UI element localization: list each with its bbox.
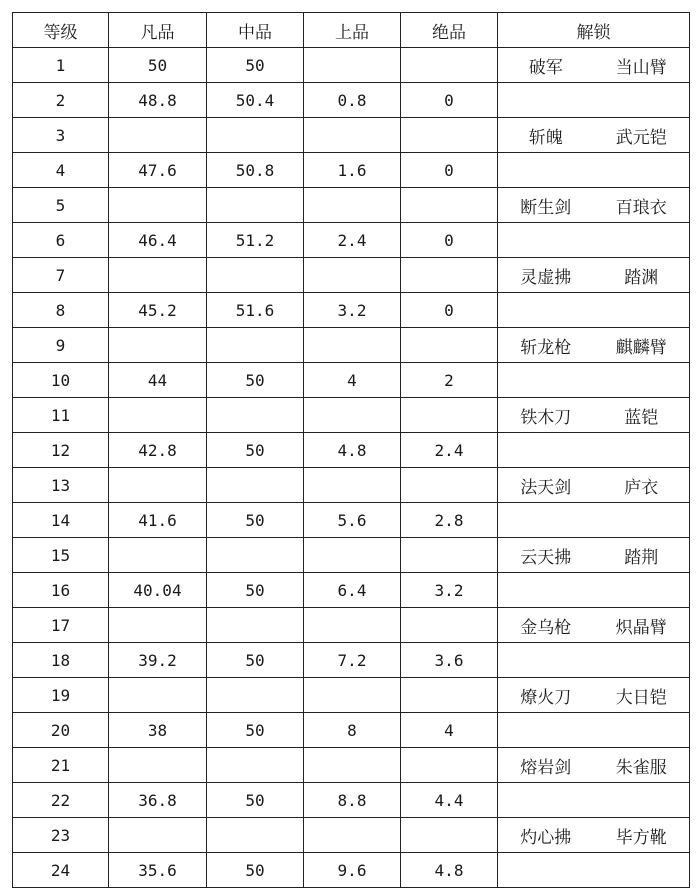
cell-common: 40.04: [109, 573, 207, 608]
cell-supreme: 3.6: [401, 643, 498, 678]
cell-unlock-a: [498, 643, 594, 678]
cell-unlock-a: [498, 223, 594, 258]
table-row: [13, 223, 690, 258]
cell-level: 5: [13, 188, 109, 223]
cell-unlock-a: 云天拂: [498, 538, 594, 573]
cell-unlock-a: [498, 363, 594, 398]
cell-common: 46.4: [109, 223, 207, 258]
cell-high: 6.4: [304, 573, 401, 608]
cell-high: [304, 188, 401, 223]
cell-high: 1.6: [304, 153, 401, 188]
cell-high: [304, 748, 401, 783]
cell-mid: 50: [207, 573, 304, 608]
cell-unlock-a: 断生剑: [498, 188, 594, 223]
cell-unlock-b: [594, 503, 690, 538]
cell-level: 24: [13, 853, 109, 888]
cell-mid: [207, 818, 304, 853]
table-row: [13, 363, 690, 398]
cell-supreme: 4: [401, 713, 498, 748]
cell-high: 3.2: [304, 293, 401, 328]
cell-common: 38: [109, 713, 207, 748]
cell-unlock-a: 熔岩剑: [498, 748, 594, 783]
header-high: 上品: [304, 13, 401, 48]
cell-unlock-b: 百琅衣: [594, 188, 690, 223]
cell-supreme: [401, 398, 498, 433]
table-row: [13, 48, 690, 83]
cell-high: [304, 258, 401, 293]
cell-common: [109, 468, 207, 503]
cell-common: [109, 748, 207, 783]
table-row: [13, 398, 690, 433]
cell-mid: 50: [207, 783, 304, 818]
cell-unlock-b: [594, 433, 690, 468]
cell-supreme: [401, 328, 498, 363]
cell-unlock-a: 灼心拂: [498, 818, 594, 853]
cell-supreme: [401, 188, 498, 223]
cell-unlock-a: [498, 783, 594, 818]
cell-common: 39.2: [109, 643, 207, 678]
cell-high: [304, 818, 401, 853]
table-row: [13, 573, 690, 608]
cell-high: 8.8: [304, 783, 401, 818]
cell-high: 4.8: [304, 433, 401, 468]
cell-unlock-b: [594, 573, 690, 608]
table-row: [13, 608, 690, 643]
table-row: [13, 118, 690, 153]
cell-mid: 50: [207, 643, 304, 678]
cell-mid: [207, 538, 304, 573]
cell-high: 5.6: [304, 503, 401, 538]
cell-common: [109, 678, 207, 713]
cell-level: 4: [13, 153, 109, 188]
cell-unlock-b: 庐衣: [594, 468, 690, 503]
header-common: 凡品: [109, 13, 207, 48]
cell-unlock-b: [594, 363, 690, 398]
cell-mid: 50: [207, 363, 304, 398]
cell-unlock-a: 法天剑: [498, 468, 594, 503]
cell-common: 42.8: [109, 433, 207, 468]
cell-high: 0.8: [304, 83, 401, 118]
cell-unlock-b: 踏渊: [594, 258, 690, 293]
cell-unlock-a: [498, 713, 594, 748]
cell-unlock-a: [498, 83, 594, 118]
table-row: [13, 188, 690, 223]
cell-common: [109, 188, 207, 223]
cell-mid: 50: [207, 433, 304, 468]
cell-supreme: 0: [401, 153, 498, 188]
cell-supreme: 0: [401, 223, 498, 258]
cell-unlock-a: 金乌枪: [498, 608, 594, 643]
cell-mid: [207, 678, 304, 713]
cell-high: [304, 398, 401, 433]
cell-unlock-b: [594, 783, 690, 818]
cell-high: [304, 678, 401, 713]
cell-supreme: 4.4: [401, 783, 498, 818]
cell-level: 7: [13, 258, 109, 293]
cell-mid: [207, 118, 304, 153]
table-row: [13, 433, 690, 468]
cell-high: [304, 328, 401, 363]
cell-supreme: [401, 678, 498, 713]
level-table: [12, 12, 690, 888]
cell-supreme: [401, 818, 498, 853]
cell-high: [304, 538, 401, 573]
cell-level: 12: [13, 433, 109, 468]
cell-high: 9.6: [304, 853, 401, 888]
cell-level: 22: [13, 783, 109, 818]
cell-unlock-b: [594, 153, 690, 188]
cell-supreme: 2.4: [401, 433, 498, 468]
cell-mid: 50: [207, 713, 304, 748]
cell-unlock-a: 斩魄: [498, 118, 594, 153]
table-row: [13, 538, 690, 573]
cell-level: 1: [13, 48, 109, 83]
cell-unlock-a: [498, 573, 594, 608]
table-row: [13, 643, 690, 678]
cell-high: [304, 468, 401, 503]
cell-level: 6: [13, 223, 109, 258]
table-row: [13, 678, 690, 713]
cell-common: [109, 258, 207, 293]
cell-level: 10: [13, 363, 109, 398]
cell-unlock-a: 斩龙枪: [498, 328, 594, 363]
cell-unlock-a: 破军: [498, 48, 594, 83]
cell-unlock-b: 炽晶臂: [594, 608, 690, 643]
cell-supreme: 0: [401, 83, 498, 118]
cell-level: 19: [13, 678, 109, 713]
cell-high: [304, 48, 401, 83]
cell-unlock-a: [498, 433, 594, 468]
cell-supreme: [401, 748, 498, 783]
cell-unlock-b: [594, 713, 690, 748]
table-row: [13, 748, 690, 783]
cell-mid: [207, 258, 304, 293]
cell-unlock-b: 当山臂: [594, 48, 690, 83]
cell-common: [109, 608, 207, 643]
cell-common: [109, 818, 207, 853]
cell-level: 9: [13, 328, 109, 363]
cell-mid: [207, 608, 304, 643]
cell-unlock-b: 武元铠: [594, 118, 690, 153]
cell-mid: 51.6: [207, 293, 304, 328]
cell-mid: 50: [207, 853, 304, 888]
cell-level: 21: [13, 748, 109, 783]
cell-level: 15: [13, 538, 109, 573]
cell-unlock-b: [594, 853, 690, 888]
cell-level: 13: [13, 468, 109, 503]
cell-high: 4: [304, 363, 401, 398]
cell-unlock-a: [498, 153, 594, 188]
cell-common: [109, 398, 207, 433]
cell-level: 3: [13, 118, 109, 153]
header-supreme: 绝品: [401, 13, 498, 48]
cell-supreme: 4.8: [401, 853, 498, 888]
cell-supreme: 2: [401, 363, 498, 398]
cell-common: 44: [109, 363, 207, 398]
cell-mid: [207, 748, 304, 783]
cell-common: 35.6: [109, 853, 207, 888]
cell-unlock-b: 蓝铠: [594, 398, 690, 433]
cell-level: 17: [13, 608, 109, 643]
cell-supreme: [401, 118, 498, 153]
cell-mid: [207, 328, 304, 363]
cell-unlock-b: 大日铠: [594, 678, 690, 713]
cell-level: 20: [13, 713, 109, 748]
cell-supreme: 3.2: [401, 573, 498, 608]
cell-common: 36.8: [109, 783, 207, 818]
cell-unlock-b: [594, 223, 690, 258]
cell-unlock-b: [594, 643, 690, 678]
cell-supreme: [401, 468, 498, 503]
cell-unlock-a: [498, 853, 594, 888]
table-row: [13, 853, 690, 888]
cell-supreme: 2.8: [401, 503, 498, 538]
cell-mid: 51.2: [207, 223, 304, 258]
cell-high: 2.4: [304, 223, 401, 258]
cell-mid: 50.8: [207, 153, 304, 188]
cell-common: [109, 118, 207, 153]
table-row: [13, 328, 690, 363]
cell-level: 16: [13, 573, 109, 608]
cell-high: 7.2: [304, 643, 401, 678]
table-row: [13, 713, 690, 748]
cell-mid: 50.4: [207, 83, 304, 118]
cell-mid: [207, 188, 304, 223]
header-row: [13, 13, 690, 48]
cell-mid: [207, 398, 304, 433]
cell-common: 50: [109, 48, 207, 83]
cell-unlock-a: 灵虚拂: [498, 258, 594, 293]
table-row: [13, 503, 690, 538]
cell-high: 8: [304, 713, 401, 748]
table-row: [13, 468, 690, 503]
table-row: [13, 153, 690, 188]
header-mid: 中品: [207, 13, 304, 48]
cell-high: [304, 608, 401, 643]
cell-high: [304, 118, 401, 153]
cell-supreme: [401, 48, 498, 83]
header-unlock: 解锁: [498, 13, 690, 48]
cell-common: 48.8: [109, 83, 207, 118]
cell-supreme: 0: [401, 293, 498, 328]
table-row: [13, 818, 690, 853]
cell-unlock-b: 毕方靴: [594, 818, 690, 853]
cell-unlock-b: 朱雀服: [594, 748, 690, 783]
cell-common: 47.6: [109, 153, 207, 188]
cell-level: 8: [13, 293, 109, 328]
cell-unlock-b: 踏荆: [594, 538, 690, 573]
cell-mid: [207, 468, 304, 503]
cell-supreme: [401, 258, 498, 293]
table-row: [13, 293, 690, 328]
cell-level: 11: [13, 398, 109, 433]
cell-unlock-a: [498, 293, 594, 328]
cell-common: 41.6: [109, 503, 207, 538]
cell-unlock-a: 铁木刀: [498, 398, 594, 433]
cell-level: 2: [13, 83, 109, 118]
cell-mid: 50: [207, 503, 304, 538]
header-level: 等级: [13, 13, 109, 48]
cell-unlock-b: [594, 293, 690, 328]
table-row: [13, 258, 690, 293]
cell-mid: 50: [207, 48, 304, 83]
cell-unlock-b: [594, 83, 690, 118]
cell-common: [109, 328, 207, 363]
cell-unlock-a: [498, 503, 594, 538]
cell-unlock-b: 麒麟臂: [594, 328, 690, 363]
table-row: [13, 783, 690, 818]
cell-common: 45.2: [109, 293, 207, 328]
cell-level: 14: [13, 503, 109, 538]
cell-supreme: [401, 608, 498, 643]
cell-level: 18: [13, 643, 109, 678]
table-row: [13, 83, 690, 118]
cell-supreme: [401, 538, 498, 573]
cell-common: [109, 538, 207, 573]
cell-level: 23: [13, 818, 109, 853]
cell-unlock-a: 燎火刀: [498, 678, 594, 713]
